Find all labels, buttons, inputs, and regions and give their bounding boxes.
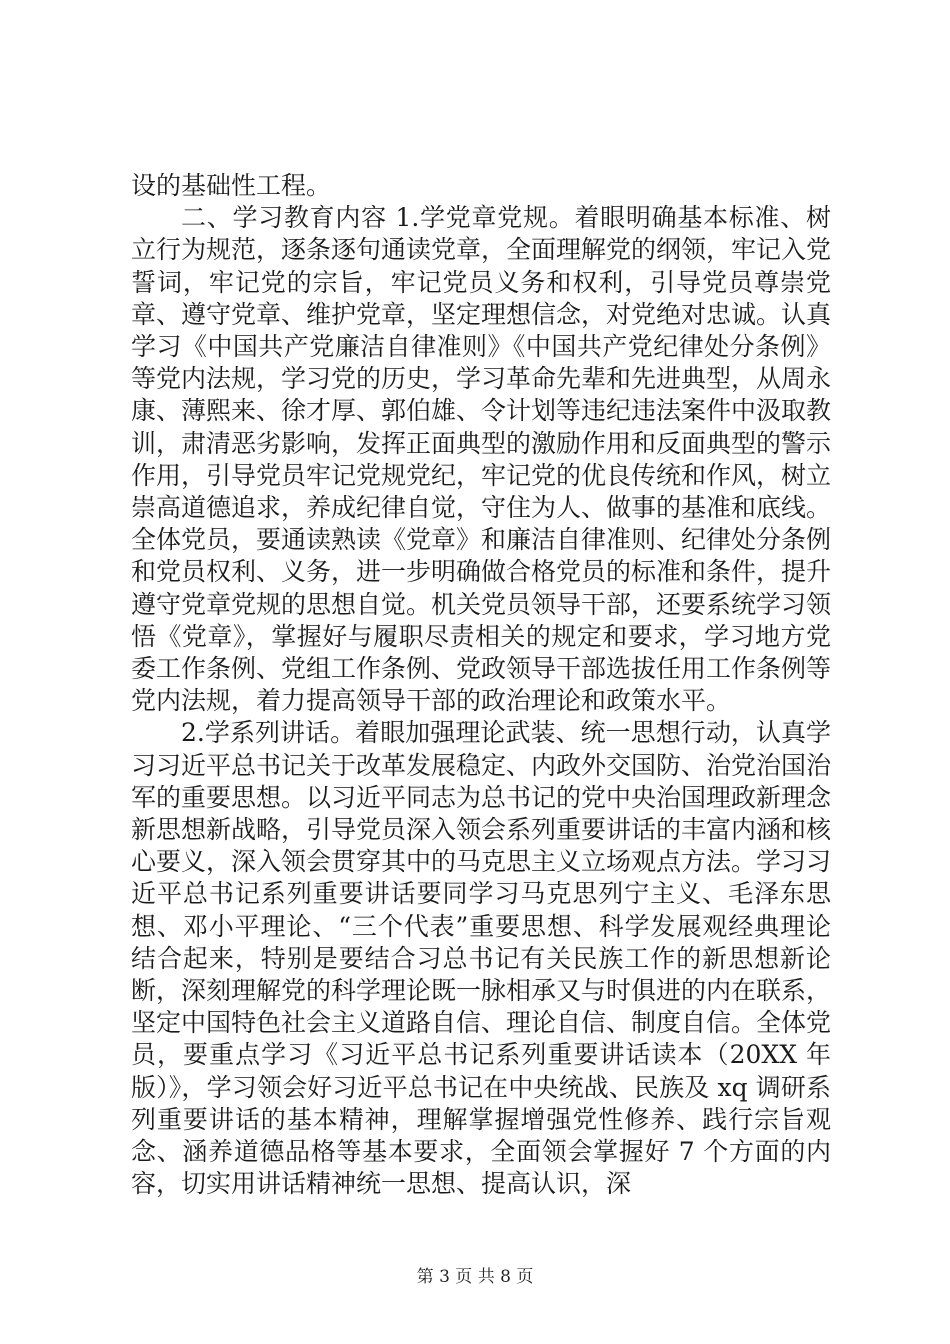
- paragraph-continuation: 设的基础性工程。: [131, 171, 332, 200]
- page-number-footer: 第 3 页 共 8 页: [416, 1267, 534, 1287]
- document-body: [131, 170, 831, 1201]
- paragraph-study-party-constitution: 二、学习教育内容 1.学党章党规。着眼明确基本标准、树立行为规范，逐条逐句通读党章，全面理解党的纲领，牢记入党誓词，牢记党的宗旨，牢记党员义务和权利，引导党员尊崇党章、遵守党章、维护党章，坚定理想信念，对党绝对忠诚。认真学习《中国共产党廉洁自律准则》《中国共产党纪律处分条例》等党内法规，学习党的历史，学习革命先辈和先进典型，从周永康、薄熙来、徐才厚、郭伯雄、令计划等违纪违法案件中汲取教训，肃清恶劣影响，发挥正面典型的激励作用和反面典型的警示作用，引导党员牢记党规党纪，牢记党的优良传统和作风，树立崇高道德追求，养成纪律自觉，守住为人、做事的基准和底线。全体党员，要通读熟读《党章》和廉洁自律准则、纪律处分条例和党员权利、义务，进一步明确做合格党员的标准和条件，提升遵守党章党规的思想自觉。机关党员领导干部，还要系统学习领悟《党章》，掌握好与履职尽责相关的规定和要求，学习地方党委工作条例、党组工作条例、党政领导干部选拔任用工作条例等党内法规，着力提高领导干部的政治理论和政策水平。: [131, 203, 832, 716]
- paragraph-study-speeches: 2.学系列讲话。着眼加强理论武装、统一思想行动，认真学习习近平总书记关于改革发展稳定、内政外交国防、治党治国治军的重要思想。以习近平同志为总书记的党中央治国理政新理念新思想新战略，引导党员深入领会系列重要讲话的丰富内涵和核心要义，深入领会贯穿其中的马克思主义立场观点方法。学习习近平总书记系列重要讲话要同学习马克思列宁主义、毛泽东思想、邓小平理论、“三个代表”重要思想、科学发展观经典理论结合起来，特别是要结合习总书记有关民族工作的新思想新论断，深刻理解党的科学理论既一脉相承又与时俱进的内在联系，坚定中国特色社会主义道路自信、理论自信、制度自信。全体党员，要重点学习《习近平总书记系列重要讲话读本（20XX 年版）》，学习领会好习近平总书记在中央统战、民族及 xq 调研系列重要讲话的基本精神，理解掌握增强党性修养、践行宗旨观念、涵养道德品格等基本要求，全面领会掌握好 7 个方面的内容，切实用讲话精神统一思想、提高认识，深: [131, 718, 832, 1199]
